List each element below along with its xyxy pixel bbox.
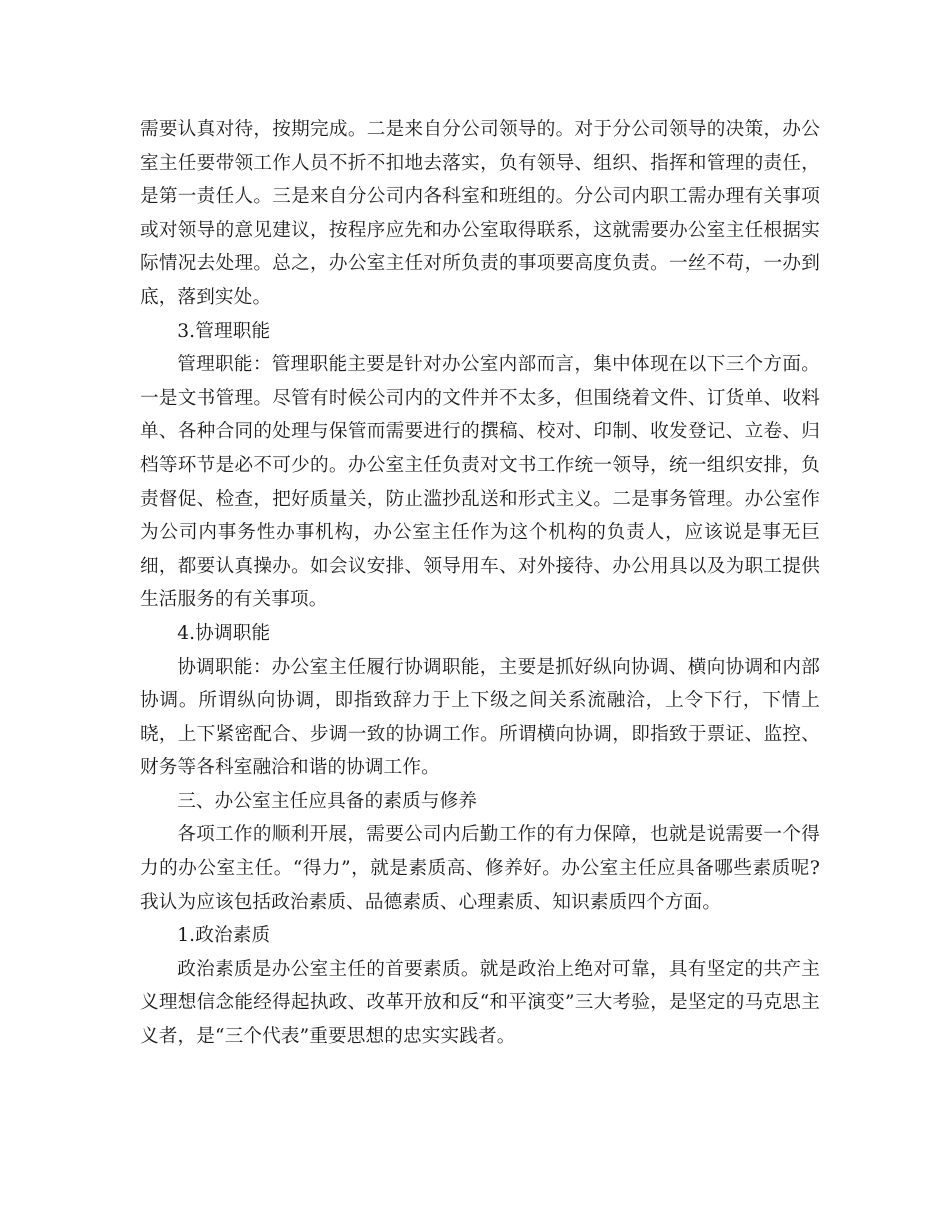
section-heading-political: 1.政治素质 — [177, 925, 271, 947]
section-heading-management: 3.管理职能 — [177, 320, 271, 342]
paragraph-coordination: 协调职能：办公室主任履行协调职能，主要是抓好纵向协调、横向协调和内部协调。所谓纵向协调，即指致辞力于上下级之间关系流融洽，上令下行，下情上晓，上下紧密配合、步调一致的协调工作。所谓横向协调，即指致于票证、监控、财务等各科室融洽和谐的协调工作。 — [140, 656, 820, 779]
paragraph-qualities: 各项工作的顺利开展，需要公司内后勤工作的有力保障，也就是说需要一个得力的办公室主任。“得力”，就是素质高、修养好。办公室主任应具备哪些素质呢?我认为应该包括政治素质、品德素质、心理素质、知识素质四个方面。 — [140, 824, 820, 913]
paragraph-management: 管理职能：管理职能主要是针对办公室内部而言，集中体现在以下三个方面。一是文书管理。尽管有时候公司内的文件并不太多，但围绕着文件、订货单、收料单、各种合同的处理与保管而需要进行的撰稿、校对、印制、收发登记、立卷、归档等环节是必不可少的。办公室主任负责对文书工作统一领导，统一组织安排，负责督促、检查，把好质量关，防止滥抄乱送和形式主义。二是事务管理。办公室作为公司内事务性办事机构，办公室主任作为这个机构的负责人，应该说是事无巨细，都要认真操办。如会议安排、领导用车、对外接待、办公用具以及为职工提供生活服务的有关事项。 — [140, 354, 820, 611]
paragraph-continuation: 需要认真对待，按期完成。二是来自分公司领导的。对于分公司领导的决策，办公室主任要带领工作人员不折不扣地去落实，负有领导、组织、指挥和管理的责任，是第一责任人。三是来自分公司内各科室和班组的。分公司内职工需办理有关事项或对领导的意见建议，按程序应先和办公室取得联系，这就需要办公室主任根据实际情况去处理。总之，办公室主任对所负责的事项要高度负责。一丝不苟，一办到底，落到实处。 — [140, 119, 820, 308]
paragraph-political: 政治素质是办公室主任的首要素质。就是政治上绝对可靠，具有坚定的共产主义理想信念能经得起执政、改革开放和反“和平演变”三大考验，是坚定的马克思主义者，是“三个代表”重要思想的忠实实践者。 — [140, 958, 820, 1048]
section-heading-coordination: 4.协调职能 — [177, 622, 271, 644]
document-page — [140, 113, 820, 1054]
chapter-heading-qualities: 三、办公室主任应具备的素质与修养 — [177, 790, 478, 812]
